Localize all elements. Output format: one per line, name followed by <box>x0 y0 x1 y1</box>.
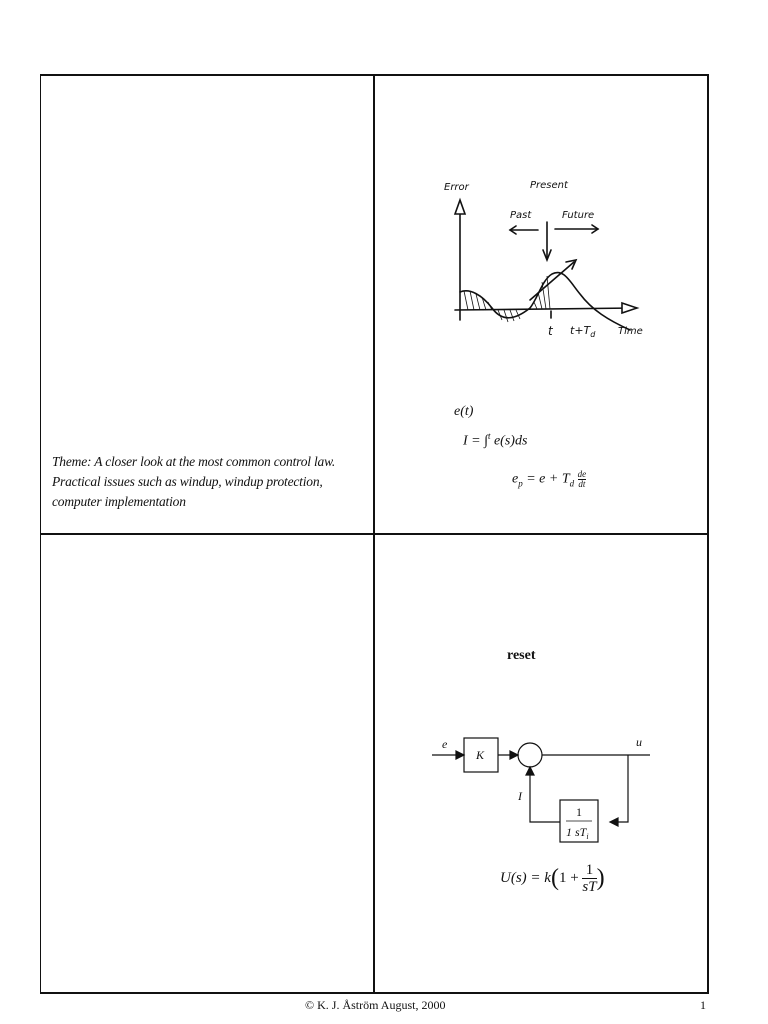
block-diagram <box>420 720 660 850</box>
equation-error: e(t) <box>454 404 474 419</box>
right-border <box>707 74 709 994</box>
sketch-error-label: Error <box>444 182 469 193</box>
page-number: 1 <box>700 998 706 1012</box>
transfer-formula: U(s) = k(1 + $\frac{1}{sT}$ ) <box>500 862 605 895</box>
block-output-label: u <box>636 735 642 749</box>
sketch-past-label: Past <box>510 210 532 221</box>
block-fb-denominator: 1 $sT_i$ <box>566 825 589 841</box>
error-time-sketch <box>430 170 650 350</box>
theme-text: Theme: A closer look at the most common control law. Practical issues such as windup, windup protection, computer implementation <box>52 454 336 509</box>
block-feedback-label: I <box>518 789 522 803</box>
sketch-present-label: Present <box>530 180 568 191</box>
block-input-label: e <box>442 737 448 751</box>
block-gain-label: K <box>476 748 485 762</box>
copyright-text: © K. J. Åström August, 2000 <box>305 998 446 1012</box>
equation-integral: I = ∫$^t$ e(s)ds <box>463 431 528 449</box>
horizontal-divider <box>40 533 708 535</box>
sketch-time-label: Time <box>618 326 643 337</box>
block-fb-numerator: 1 <box>576 805 582 819</box>
equation-prediction: $e_p = e + T_d$ $\frac{de}{dt}$ <box>512 469 587 489</box>
sketch-t-label: t <box>548 324 553 338</box>
reset-title: reset <box>507 648 536 663</box>
sketch-future-label: Future <box>562 210 595 221</box>
sketch-t-td-label: $t+T_d$ <box>570 324 596 339</box>
